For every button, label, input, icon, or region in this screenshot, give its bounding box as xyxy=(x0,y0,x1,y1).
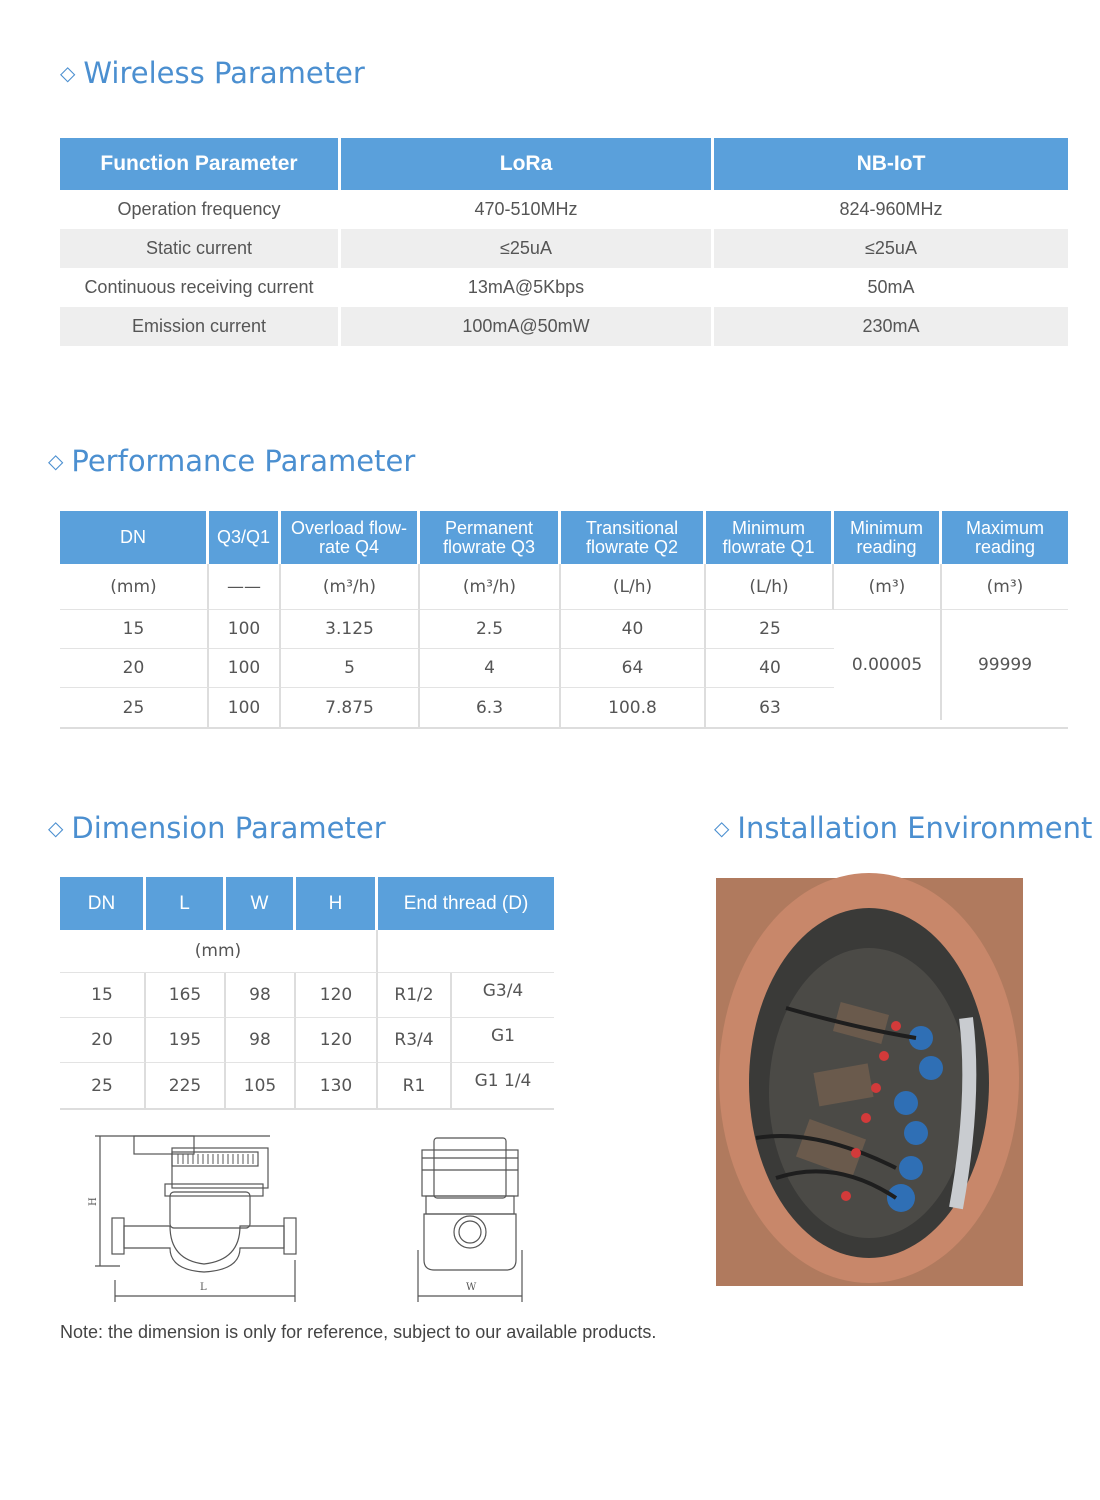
min-reading-value: 0.00005 xyxy=(834,610,942,720)
dn-value: 25 xyxy=(60,1063,146,1108)
header-q3: Permanent flowrate Q3 xyxy=(420,511,561,564)
dimension-section-title: ◇ Dimension Parameter xyxy=(48,811,386,845)
dn-value: 15 xyxy=(60,973,146,1018)
row-label: Operation frequency xyxy=(60,190,341,229)
width-label: W xyxy=(466,1282,477,1293)
row-label: Emission current xyxy=(60,307,341,346)
wireless-table xyxy=(60,138,1068,346)
table-row xyxy=(60,1063,554,1110)
dn-value: 20 xyxy=(60,649,209,688)
q3-value: 2.5 xyxy=(420,610,561,649)
header-q4: Overload flow-rate Q4 xyxy=(281,511,420,564)
lora-value: 470-510MHz xyxy=(341,190,714,229)
nbiot-value: 50mA xyxy=(867,277,915,297)
nbiot-value: 824-960MHz xyxy=(839,199,943,219)
meter-front-view-drawing xyxy=(410,1130,530,1305)
table-row xyxy=(60,1018,554,1063)
lora-value: 100mA@50mW xyxy=(341,307,714,346)
header-q1: Minimum flowrate Q1 xyxy=(706,511,834,564)
max-reading-value: 99999 xyxy=(977,655,1033,675)
diamond-icon: ◇ xyxy=(60,61,76,85)
h-value: 120 xyxy=(296,973,378,1018)
w-value: 105 xyxy=(226,1063,296,1108)
q4-value: 7.875 xyxy=(281,688,420,727)
header-dn: DN xyxy=(60,511,209,564)
l-value: 195 xyxy=(146,1018,226,1063)
header-end-thread: End thread (D) xyxy=(378,877,554,930)
header-dn: DN xyxy=(60,877,146,930)
nbiot-value: 230mA xyxy=(714,307,1068,346)
q2-value: 100.8 xyxy=(561,688,706,727)
ratio-value: 100 xyxy=(209,649,281,688)
units-row xyxy=(60,564,1068,610)
thread-g-value: G3/4 xyxy=(452,973,554,1018)
unit-cell: (m³) xyxy=(834,564,942,610)
ratio-value: 100 xyxy=(209,610,281,649)
dn-value: 20 xyxy=(60,1018,146,1063)
dimension-header-row xyxy=(60,877,554,930)
header-min-reading: Minimum reading xyxy=(834,511,942,564)
diamond-icon: ◇ xyxy=(714,816,730,840)
unit-cell: —— xyxy=(209,564,281,610)
table-row xyxy=(60,307,1068,346)
q1-value: 63 xyxy=(759,697,781,718)
l-value: 165 xyxy=(146,973,226,1018)
thread-r-value: R3/4 xyxy=(378,1018,452,1063)
table-row xyxy=(60,649,834,688)
thread-g-value: G1 1/4 xyxy=(474,1071,532,1091)
lora-value: 13mA@5Kbps xyxy=(341,268,714,307)
installation-photo xyxy=(716,878,1023,1286)
thread-g-value: G1 xyxy=(452,1018,554,1063)
performance-header-row xyxy=(60,511,1068,564)
dn-value: 25 xyxy=(60,688,209,727)
performance-section-title: ◇ Performance Parameter xyxy=(48,444,416,478)
l-value: 225 xyxy=(146,1063,226,1108)
length-label: L xyxy=(200,1282,207,1293)
unit-cell: (m³/h) xyxy=(420,564,561,610)
unit-cell: (m³) xyxy=(942,564,1068,610)
dimension-note: Note: the dimension is only for reference, subject to our available products. xyxy=(60,1322,657,1342)
w-value: 98 xyxy=(226,1018,296,1063)
q1-value: 40 xyxy=(706,649,834,688)
wireless-section-title: ◇ Wireless Parameter xyxy=(60,56,365,90)
thread-r-value: R1 xyxy=(378,1063,452,1108)
q3-value: 6.3 xyxy=(420,688,561,727)
unit-cell-empty xyxy=(378,930,554,973)
dimension-table xyxy=(60,877,554,1110)
w-value: 98 xyxy=(226,973,296,1018)
q3-value: 4 xyxy=(420,649,561,688)
table-row xyxy=(60,190,1068,229)
header-lora: LoRa xyxy=(341,138,714,190)
height-label: H xyxy=(88,1197,99,1206)
table-row xyxy=(60,268,1068,307)
q4-value: 5 xyxy=(281,649,420,688)
performance-table xyxy=(60,511,1068,729)
performance-rows xyxy=(60,610,834,727)
h-value: 130 xyxy=(296,1063,378,1108)
performance-body xyxy=(60,610,1068,729)
header-nbiot: NB-IoT xyxy=(714,138,1068,190)
table-row xyxy=(60,973,554,1018)
installation-section-title: ◇ Installation Environment xyxy=(714,811,1093,845)
header-q2: Transitional flowrate Q2 xyxy=(561,511,706,564)
q4-value: 3.125 xyxy=(281,610,420,649)
diamond-icon: ◇ xyxy=(48,449,64,473)
meter-side-view-drawing xyxy=(90,1130,310,1305)
table-row xyxy=(60,229,1068,268)
row-label: Continuous receiving current xyxy=(60,268,341,307)
wireless-header-row xyxy=(60,138,1068,190)
q1-value: 25 xyxy=(706,610,834,649)
thread-r-value: R1/2 xyxy=(378,973,452,1018)
q2-value: 40 xyxy=(561,610,706,649)
lora-value: ≤25uA xyxy=(341,229,714,268)
header-h: H xyxy=(296,877,378,930)
unit-cell: (mm) xyxy=(60,930,378,973)
h-value: 120 xyxy=(296,1018,378,1063)
unit-cell: (mm) xyxy=(60,564,209,610)
header-function-parameter: Function Parameter xyxy=(60,138,341,190)
header-w: W xyxy=(226,877,296,930)
dn-value: 15 xyxy=(60,610,209,649)
table-row xyxy=(60,688,834,727)
nbiot-value: ≤25uA xyxy=(714,229,1068,268)
row-label: Static current xyxy=(60,229,341,268)
header-l: L xyxy=(146,877,226,930)
unit-cell: (m³/h) xyxy=(281,564,420,610)
table-row xyxy=(60,610,834,649)
q2-value: 64 xyxy=(561,649,706,688)
header-max-reading: Maximum reading xyxy=(942,511,1068,564)
units-row xyxy=(60,930,554,973)
unit-cell: (L/h) xyxy=(706,564,834,610)
unit-cell: (L/h) xyxy=(561,564,706,610)
diamond-icon: ◇ xyxy=(48,816,64,840)
header-q3q1: Q3/Q1 xyxy=(209,511,281,564)
ratio-value: 100 xyxy=(209,688,281,727)
